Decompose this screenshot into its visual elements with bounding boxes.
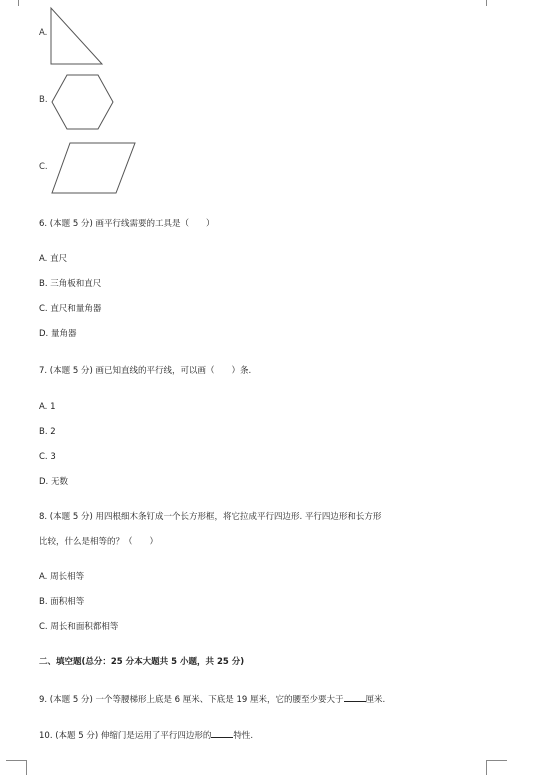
section-heading: 二、填空题(总分：25 分本大题共 5 小题，共 25 分) [39,657,245,667]
parallelogram-figure [50,141,138,195]
q7-option-c: C. 3 [39,452,56,462]
q6-stem: 6. (本题 5 分) 画平行线需要的工具是（ ） [39,219,215,229]
q7-option-b: B. 2 [39,427,56,437]
q10-answer-blank [211,728,233,738]
q9-line [39,692,385,706]
q8-option-c: C. 周长和面积都相等 [39,622,119,632]
q9-text-after: 厘米. [365,695,386,705]
q10-text-after: 特性. [233,731,254,741]
q8-option-a: A. 周长相等 [39,572,85,582]
q10-line [39,728,253,742]
crop-mark-top-left [18,0,19,6]
option-a-label: A. [39,28,48,38]
q7-stem: 7. (本题 5 分) 画已知直线的平行线，可以画（ ）条. [39,366,252,376]
q7-option-a: A. 1 [39,402,56,412]
right-triangle-figure [48,6,104,66]
hexagon-figure [50,74,116,130]
q6-option-d: D. 量角器 [39,329,77,339]
crop-mark-bottom-left [6,760,27,775]
q6-option-b: B. 三角板和直尺 [39,279,102,289]
q9-text-before: 9. (本题 5 分) 一个等腰梯形上底是 6 厘米、下底是 19 厘米，它的腰至少要大于 [39,695,344,705]
q6-option-a: A. 直尺 [39,254,68,264]
crop-mark-bottom-right [486,760,507,775]
q9-answer-blank [344,692,366,702]
q8-stem-line2: 比较，什么是相等的？（ ） [39,537,159,547]
q8-stem-line1: 8. (本题 5 分) 用四根细木条钉成一个长方形框，将它拉成平行四边形. 平行四边形和长方形 [39,512,382,522]
option-c-label: C. [39,162,48,172]
crop-mark-top-right [486,0,487,6]
q7-option-d: D. 无数 [39,477,68,487]
q6-option-c: C. 直尺和量角器 [39,304,102,314]
q10-text-before: 10. (本题 5 分) 伸缩门是运用了平行四边形的 [39,731,212,741]
q8-option-b: B. 面积相等 [39,597,85,607]
option-b-label: B. [39,95,48,105]
